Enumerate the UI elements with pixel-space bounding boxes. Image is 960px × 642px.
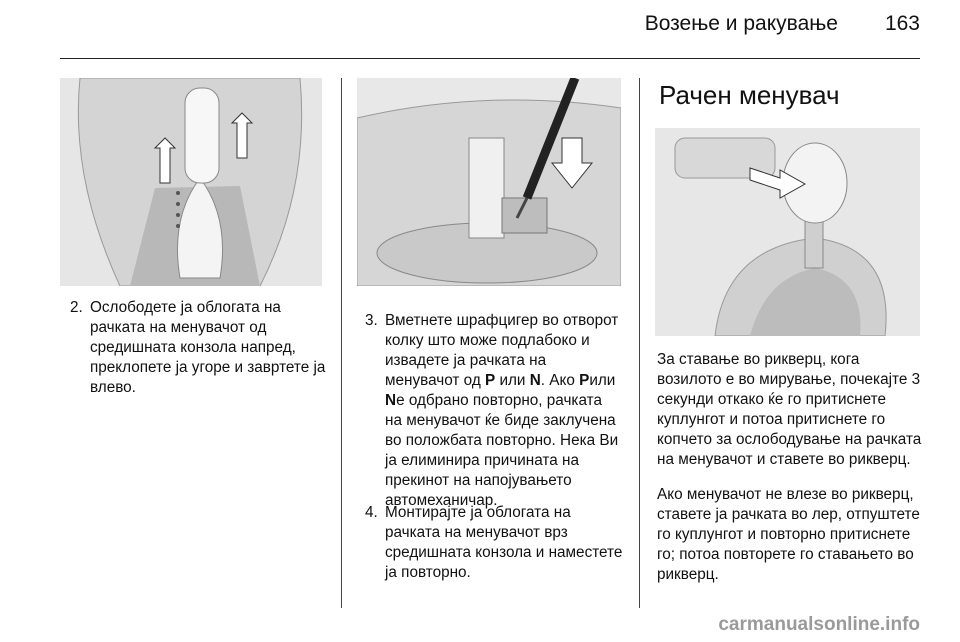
step-3-text-d: или [589,372,616,389]
step-4-number: 4. [365,504,378,521]
step-3-text-c: . Ако [540,372,580,389]
gear-n-2: N [385,392,397,409]
header-rule [60,58,920,59]
paragraph-1: За ставање во рикверц, кога возилото е во мирување, почекајте 3 секунди откако ќе го притиснете куплунгот и потоа притиснете го копчето за ослободување на рачката на менувачот и ставете во рикверц. [657,351,922,468]
step-3-text-b: или [495,372,530,389]
lever-cover-illustration [60,78,322,286]
step-3-text-e: е одбрано повторно, рачката на менувачот ќе биде заклучена во положбата повторно. Нека Ви ја елиминира причината на прекинот на напојувањето автомеханичар. [385,392,619,509]
header-title: Возење и ракување [644,12,838,35]
column-divider-2 [639,78,640,608]
step-4-text: Монтирајте ја облогата на рачката на менувачот врз средишната конзола и наместете ја повторно. [385,504,623,581]
figure-screwdriver [357,78,621,286]
step-3-number: 3. [365,312,378,329]
figure-manual-shift [655,128,920,336]
step-2 [70,298,326,398]
watermark: carmanualsonline.info [718,614,920,635]
step-3-text [385,311,623,511]
column-divider-1 [341,78,342,608]
manual-shift-illustration [655,128,920,336]
section-title: Рачен менувач [659,80,840,110]
gear-p-2: Р [579,372,590,389]
step-3 [365,311,623,511]
step-2-number: 2. [70,299,83,316]
screwdriver-illustration [357,78,621,286]
gear-p: P [485,372,496,389]
figure-lever-cover [60,78,322,286]
step-2-text: Ослободете ја облогата на рачката на менувачот од средишната конзола напред, преклопете ја угоре и завртете ја влево. [90,299,326,396]
step-4 [365,503,623,583]
gear-n: N [529,372,541,389]
step-3-text-a: Вметнете шрафцигер во отворот колку што може подлабоко и извадете ја рачката на менувачот од [385,312,619,389]
paragraph-2: Ако менувачот не влезе во рикверц, ставете ја рачката во лер, отпуштете го куплунгот и повторно притиснете го; потоа повторете го ставањето во рикверц. [657,486,920,583]
page-number: 163 [884,12,920,35]
